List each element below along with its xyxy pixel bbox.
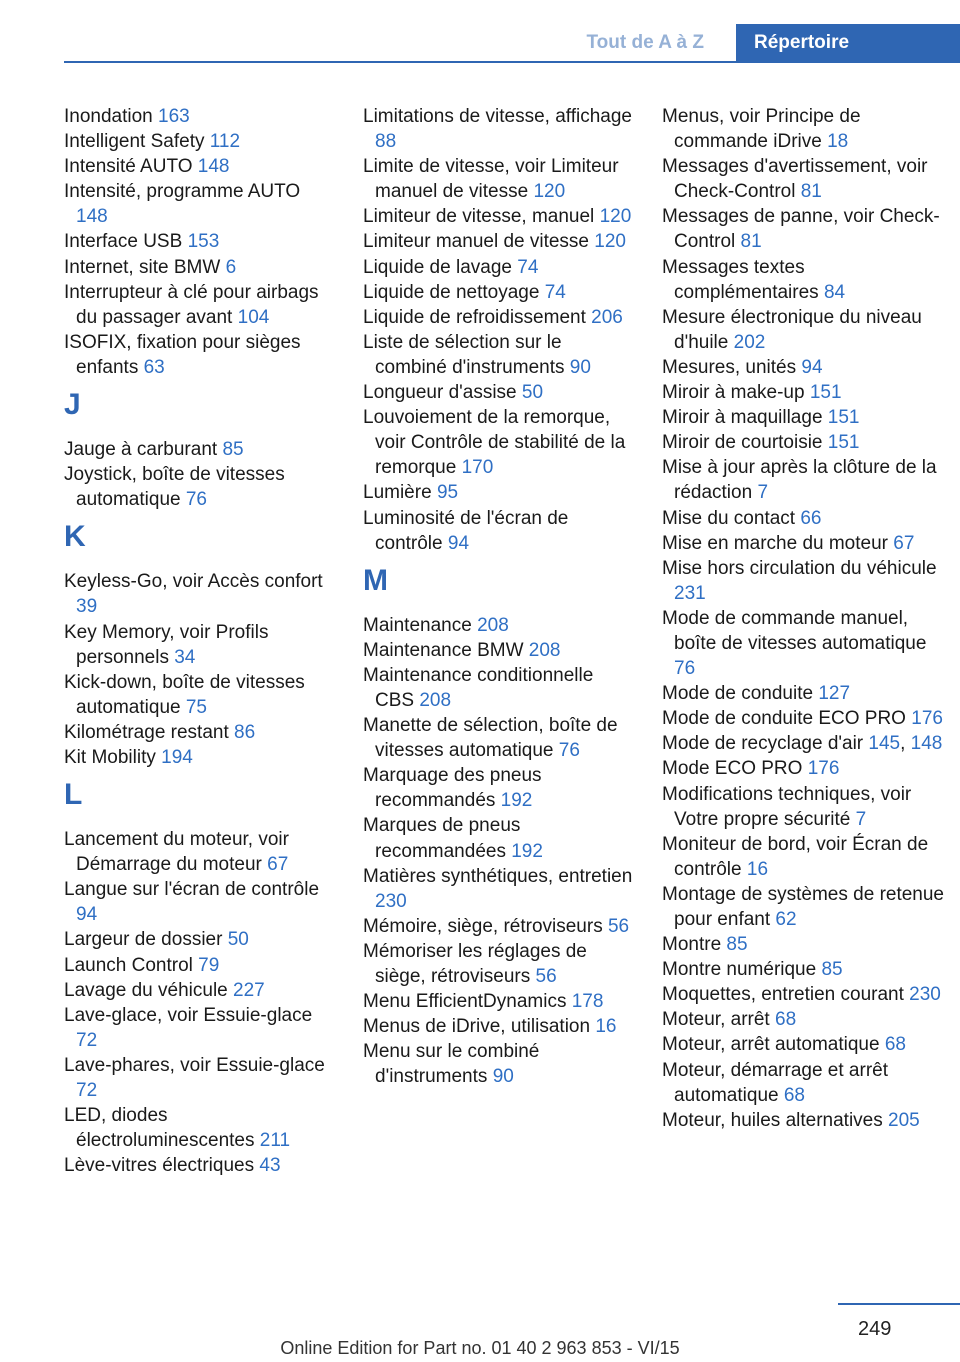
page-link[interactable]: 76 [674, 658, 696, 680]
index-entry [64, 104, 334, 129]
index-entry [363, 255, 633, 280]
header-rule [64, 61, 960, 63]
page-link[interactable]: 16 [595, 1016, 617, 1038]
index-entry [64, 1053, 334, 1103]
index-entry [662, 531, 944, 556]
index-term: Moquettes, entretien courant [662, 984, 904, 1006]
index-term: Lave-phares, voir Essuie-glace [64, 1054, 325, 1076]
index-term: Mémoire, siège, rétroviseurs [363, 915, 603, 937]
index-entry [363, 989, 633, 1014]
index-entry [64, 1003, 334, 1053]
index-entry [64, 129, 334, 154]
page-link[interactable]: 151 [809, 382, 842, 404]
index-entry [662, 1058, 944, 1108]
index-term: Menu sur le combiné d'instruments [363, 1041, 540, 1088]
index-term: Inondation [64, 106, 153, 127]
index-entry [64, 437, 334, 462]
index-term: Interface USB [64, 231, 183, 253]
index-entry [64, 827, 334, 877]
index-term: Manette de sélection, boîte de vitesses automatique [363, 715, 618, 762]
index-entry [64, 745, 334, 770]
index-term: ISOFIX, fixation pour sièges enfants [64, 331, 301, 378]
page-link[interactable]: 39 [76, 596, 98, 618]
index-term: Menu EfficientDynamics [363, 991, 567, 1013]
section-letter: J [64, 388, 81, 422]
page-link[interactable]: 94 [76, 904, 98, 926]
index-term: Moteur, démarrage et arrêt automatique [662, 1059, 888, 1106]
index-entry [363, 104, 633, 154]
section-letter: M [363, 563, 388, 597]
index-entry [662, 430, 944, 455]
page-link[interactable]: 120 [533, 181, 566, 203]
index-term: Largeur de dossier [64, 929, 223, 951]
index-term: Internet, site BMW [64, 256, 221, 278]
index-entry [662, 882, 944, 932]
page-link[interactable]: 211 [259, 1130, 291, 1152]
index-term: Maintenance [363, 614, 472, 636]
index-term: Jauge à carburant [64, 439, 218, 461]
page-link[interactable]: 76 [558, 740, 580, 762]
index-term: Key Memory, voir Profils personnels [64, 621, 269, 668]
page-link[interactable]: 104 [237, 306, 270, 328]
page-link[interactable]: 81 [740, 231, 762, 253]
index-entry [64, 280, 334, 330]
index-entry [363, 1039, 633, 1089]
page-link[interactable]: 153 [187, 231, 220, 253]
index-term: Mode de recyclage d'air [662, 733, 864, 755]
index-term: Kilométrage restant [64, 721, 229, 743]
index-term: Limiteur manuel de vitesse [363, 231, 589, 253]
index-entry [662, 832, 944, 882]
index-entry [662, 154, 944, 204]
index-entry [64, 229, 334, 254]
index-entry [662, 455, 944, 505]
page-link[interactable]: 208 [477, 614, 509, 636]
page-link[interactable]: 230 [909, 984, 941, 1006]
index-entry [64, 255, 334, 280]
index-entry [64, 179, 334, 229]
tab-tout-de-a-a-z[interactable]: Tout de A à Z [586, 32, 704, 53]
page-link[interactable]: 6 [225, 256, 237, 278]
index-term: Messages de panne, voir Check-Control [662, 206, 940, 253]
index-term: Miroir à maquillage [662, 407, 823, 429]
index-entry [662, 1032, 944, 1057]
index-term: Moniteur de bord, voir Écran de contrôle [662, 833, 929, 880]
page-link[interactable]: 76 [185, 489, 207, 511]
index-entry [64, 462, 334, 512]
index-term: Intelligent Safety [64, 131, 205, 153]
page-link[interactable]: 56 [535, 966, 557, 987]
index-term: Maintenance BMW [363, 639, 524, 661]
page-link[interactable]: 192 [500, 790, 533, 812]
index-entry [662, 255, 944, 305]
index-term: Marques de pneus recommandées [363, 815, 521, 862]
page-link[interactable]: 7 [855, 808, 867, 830]
index-term: Montre numérique [662, 959, 817, 981]
index-entry [363, 713, 633, 763]
index-term: Limiteur de vitesse, manuel [363, 206, 595, 228]
index-term: Intensité, programme AUTO [64, 181, 301, 203]
page-link[interactable]: 79 [198, 954, 220, 976]
page-link[interactable]: 205 [888, 1109, 920, 1131]
index-entry [363, 914, 633, 939]
page-link[interactable]: 95 [436, 482, 459, 504]
index-entry: Mode de recyclage d'air 145, 148 [662, 733, 943, 755]
index-entry [662, 681, 944, 706]
index-term: Mise en marche du moteur [662, 532, 888, 554]
index-entry [64, 720, 334, 745]
footer-rule [838, 1303, 960, 1305]
index-term: Longueur d'assise [363, 382, 517, 404]
page-link[interactable]: 50 [227, 929, 249, 951]
page-link[interactable]: 75 [185, 696, 207, 718]
index-term: Maintenance conditionnelle CBS [363, 664, 594, 711]
page-link[interactable]: 43 [259, 1155, 281, 1177]
index-column-3 [662, 104, 944, 1133]
tab-repertoire[interactable]: Répertoire [736, 24, 960, 62]
index-column-1 [64, 104, 334, 1178]
index-entry [662, 1007, 944, 1032]
index-term: Moteur, huiles alternatives [662, 1109, 883, 1131]
index-term: Liquide de nettoyage [363, 281, 540, 303]
page-link[interactable]: 72 [76, 1080, 98, 1101]
index-entry [662, 706, 944, 731]
page-link[interactable]: 88 [375, 131, 397, 153]
page-link[interactable]: 85 [821, 959, 843, 981]
index-term: Miroir de courtoisie [662, 432, 823, 454]
page-link[interactable]: 170 [461, 457, 494, 479]
index-entry [662, 305, 944, 355]
index-entry [662, 606, 944, 681]
page-link[interactable]: 81 [800, 181, 822, 203]
index-entry [64, 1153, 334, 1178]
page-link[interactable]: 86 [234, 721, 256, 743]
index-entry [662, 204, 944, 254]
index-entry [363, 154, 633, 204]
index-term: Luminosité de l'écran de contrôle [363, 507, 569, 554]
index-term: Lavage du véhicule [64, 979, 228, 1001]
page-link[interactable]: 112 [209, 131, 241, 153]
page-link[interactable]: 230 [375, 890, 407, 912]
index-term: Montage de systèmes de retenue pour enfant [662, 883, 945, 930]
index-term: Mise du contact [662, 507, 796, 529]
page-link[interactable]: 202 [733, 331, 766, 353]
index-entry [662, 1108, 944, 1133]
page-link[interactable]: 34 [174, 646, 196, 668]
index-term: Mesure électronique du niveau d'huile [662, 306, 922, 353]
index-term: Mode de commande manuel, boîte de vitesses automatique [662, 607, 927, 654]
index-term: Lumière [363, 482, 432, 504]
page-link[interactable]: 208 [528, 639, 561, 661]
index-entry [64, 953, 334, 978]
index-term: Lève-vitres électriques [64, 1155, 255, 1177]
index-term: Mesures, unités [662, 356, 797, 378]
page-link[interactable]: 16 [746, 858, 769, 880]
page-link[interactable]: 90 [492, 1066, 514, 1088]
index-term: Mode ECO PRO [662, 758, 803, 780]
page-link[interactable]: 18 [827, 131, 849, 153]
index-term: Mode de conduite [662, 683, 814, 705]
index-term: Mémoriser les réglages de siège, rétroviseurs [363, 940, 587, 987]
index-entry [64, 620, 334, 670]
index-term: Menus, voir Principe de commande iDrive [662, 106, 861, 153]
index-entry [363, 380, 633, 405]
index-term: Liquide de lavage [363, 256, 512, 278]
page-link[interactable]: 63 [143, 356, 165, 378]
index-entry [363, 663, 633, 713]
section-letter: K [64, 520, 86, 554]
page-link[interactable]: 72 [76, 1029, 98, 1051]
index-term: Launch Control [64, 954, 193, 976]
index-entry [363, 405, 633, 480]
index-entry [64, 670, 334, 720]
index-term: Limitations de vitesse, affichage [363, 106, 632, 127]
index-entry [662, 957, 944, 982]
index-term: Limite de vitesse, voir Limiteur manuel de vitesse [363, 156, 619, 203]
page-link[interactable]: 67 [267, 854, 289, 876]
page-link[interactable]: 148 [76, 206, 108, 228]
page-link[interactable]: 84 [823, 281, 846, 303]
page-link[interactable]: 176 [807, 758, 840, 780]
page-link[interactable]: 50 [521, 382, 544, 404]
page-link[interactable]: 151 [827, 407, 860, 429]
page-link[interactable]: 90 [569, 356, 591, 378]
index-term: Moteur, arrêt automatique [662, 1034, 880, 1056]
page-link[interactable]: 194 [161, 746, 193, 768]
page-link[interactable]: 67 [893, 532, 915, 554]
index-entry [662, 982, 944, 1007]
index-term: Louvoiement de la remorque, voir Contrôle de stabilité de la remorque [363, 407, 626, 479]
page-link[interactable]: 68 [783, 1084, 805, 1106]
index-entry [662, 556, 944, 606]
index-term: Montre [662, 934, 722, 956]
index-term: Miroir à make-up [662, 382, 805, 404]
index-term: Joystick, boîte de vitesses automatique [64, 464, 285, 511]
index-entry [662, 932, 944, 957]
page-link[interactable]: 68 [775, 1009, 797, 1031]
section-letter: L [64, 778, 83, 812]
index-entry [662, 104, 944, 154]
index-term: Kick-down, boîte de vitesses automatique [64, 671, 305, 718]
page-link[interactable]: 68 [884, 1034, 906, 1056]
index-entry [662, 756, 944, 781]
index-entry [64, 978, 334, 1003]
page-link[interactable]: 208 [419, 689, 452, 711]
index-term: Langue sur l'écran de contrôle [64, 879, 320, 901]
page-link[interactable]: 120 [599, 206, 632, 228]
index-entry [662, 782, 944, 832]
index-column-2 [363, 104, 633, 1089]
index-entry [64, 154, 334, 179]
page-link[interactable]: 151 [827, 432, 860, 454]
index-term: Mise à jour après la clôture de la rédaction [662, 457, 937, 504]
index-term: Lancement du moteur, voir Démarrage du moteur [64, 829, 289, 876]
index-entry [363, 638, 633, 663]
index-entry [363, 506, 633, 556]
page-link[interactable]: 85 [222, 439, 244, 461]
index-term: Marquage des pneus recommandés [363, 765, 542, 812]
index-term: Liste de sélection sur le combiné d'instruments [363, 331, 565, 378]
index-term: Kit Mobility [64, 746, 156, 768]
index-term: Mise hors circulation du véhicule [662, 557, 937, 579]
index-entry [363, 763, 633, 813]
index-entry [64, 330, 334, 380]
page-link[interactable]: 145 [868, 733, 901, 755]
page-link[interactable]: 148 [910, 733, 943, 755]
index-entry [64, 877, 334, 927]
index-entry [363, 813, 633, 863]
page-link[interactable]: 94 [801, 356, 823, 378]
index-term: Menus de iDrive, utilisation [363, 1016, 591, 1038]
page-link[interactable]: 148 [197, 156, 230, 178]
page-link[interactable]: 192 [511, 840, 543, 862]
index-term: LED, diodes électroluminescentes [64, 1105, 255, 1152]
page-link[interactable]: 176 [911, 708, 943, 730]
page-link[interactable]: 231 [674, 582, 706, 604]
page-link[interactable]: 74 [517, 256, 539, 278]
page-link[interactable]: 178 [571, 991, 604, 1013]
page-number: 249 [858, 1318, 892, 1340]
index-entry [64, 569, 334, 619]
index-term: Liquide de refroidissement [363, 306, 586, 328]
index-entry [363, 305, 633, 330]
index-term: Messages d'avertissement, voir Check-Control [662, 156, 928, 203]
index-entry [363, 229, 633, 254]
page-link[interactable]: 120 [594, 231, 626, 253]
index-entry [64, 927, 334, 952]
page-link[interactable]: 62 [775, 909, 797, 930]
index-entry [363, 330, 633, 380]
header-bar [0, 0, 960, 62]
page-link[interactable]: 94 [447, 532, 470, 554]
page-link[interactable]: 206 [591, 306, 623, 328]
page-link[interactable]: 85 [726, 934, 748, 956]
index-entry [363, 864, 633, 914]
index-term: Matières synthétiques, entretien [363, 865, 633, 887]
page-link[interactable]: 227 [233, 979, 265, 1001]
page-link[interactable]: 163 [158, 106, 190, 127]
index-term: Messages textes complémentaires [662, 256, 819, 303]
index-term: Moteur, arrêt [662, 1009, 770, 1031]
page-link[interactable]: 127 [818, 683, 851, 705]
index-entry [363, 204, 633, 229]
index-term: Intensité AUTO [64, 156, 193, 178]
index-entry [662, 355, 944, 380]
index-term: Keyless-Go, voir Accès confort [64, 571, 323, 593]
index-term: Interrupteur à clé pour airbags du passager avant [64, 281, 319, 328]
index-entry [363, 1014, 633, 1039]
page-link[interactable]: 66 [800, 507, 822, 529]
page-link[interactable]: 7 [757, 482, 769, 504]
index-entry [363, 939, 633, 989]
index-term: Modifications techniques, voir Votre propre sécurité [662, 783, 912, 830]
index-entry [662, 380, 944, 405]
index-entry [363, 613, 633, 638]
index-term: Mode de conduite ECO PRO [662, 708, 906, 730]
page-link[interactable]: 56 [607, 915, 630, 937]
edition-note: Online Edition for Part no. 01 40 2 963 853 - VI/15 [280, 1338, 680, 1358]
index-entry [363, 480, 633, 505]
index-entry [662, 506, 944, 531]
index-term: Lave-glace, voir Essuie-glace [64, 1004, 313, 1026]
index-entry [363, 280, 633, 305]
index-entry [64, 1103, 334, 1153]
index-entry [662, 405, 944, 430]
page-link[interactable]: 74 [544, 281, 566, 303]
